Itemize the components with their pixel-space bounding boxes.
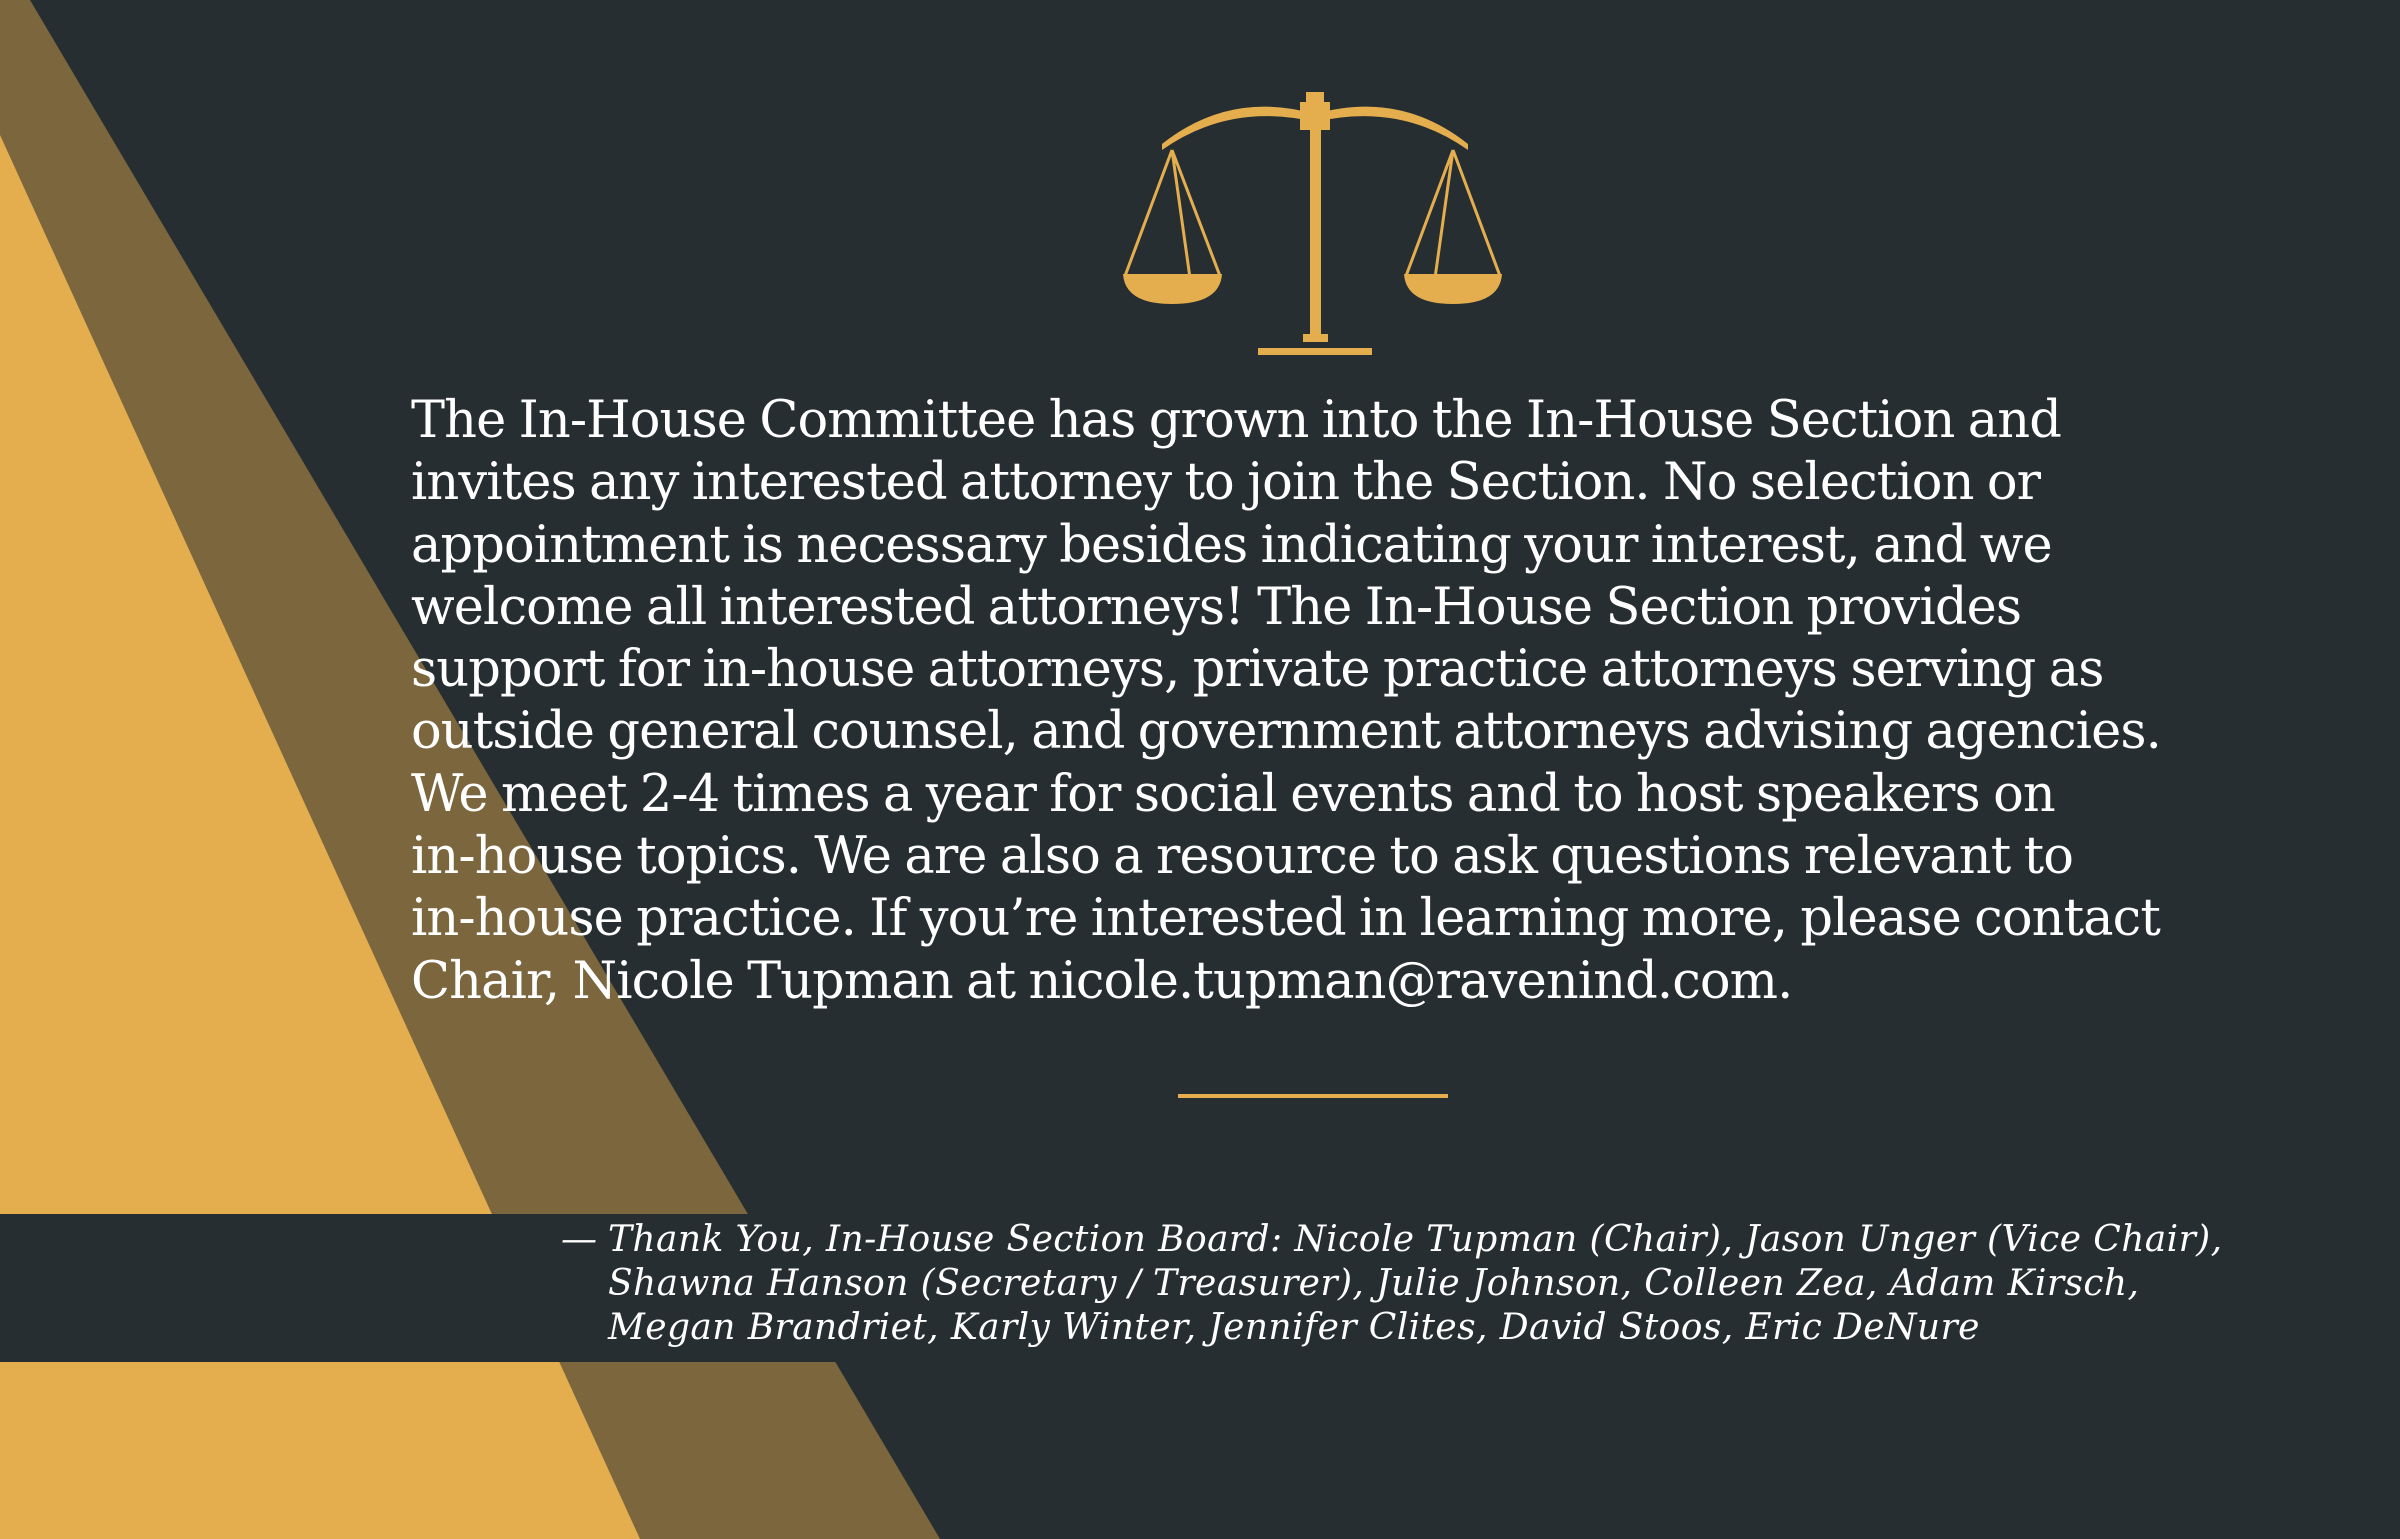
- scales-of-justice-icon: [1120, 88, 1510, 360]
- em-dash: —: [561, 1219, 598, 1260]
- divider-line: [1178, 1094, 1448, 1098]
- section-description: The In-House Committee has grown into the In-House Section and invites any interested attorney to join the Section. No selection or appointment is necessary besides indicating your interest, and we welcome all interested attorneys! The In-House Section provides support for in-house attorneys, private practice attorneys serving as outside general counsel, and government attorneys advising agencies. We meet 2-4 times a year for social events and to host speakers on in-house topics. We are also a resource to ask questions relevant to in-house practice. If you’re interested in learning more, please contact Chair, Nicole Tupman at nicole.tupman@ravenind.com.: [411, 391, 2161, 1011]
- board-members-list: Thank You, In-House Section Board: Nicole Tupman (Chair), Jason Unger (Vice Chair), Shawna Hanson (Secretary / Treasurer), Julie Johnson, Colleen Zea, Adam Kirsch, Megan Brandriet, Karly Winter, Jennifer Clites, David Stoos, Eric DeNure: [608, 1219, 2223, 1348]
- thank-you-note: [561, 1218, 2361, 1350]
